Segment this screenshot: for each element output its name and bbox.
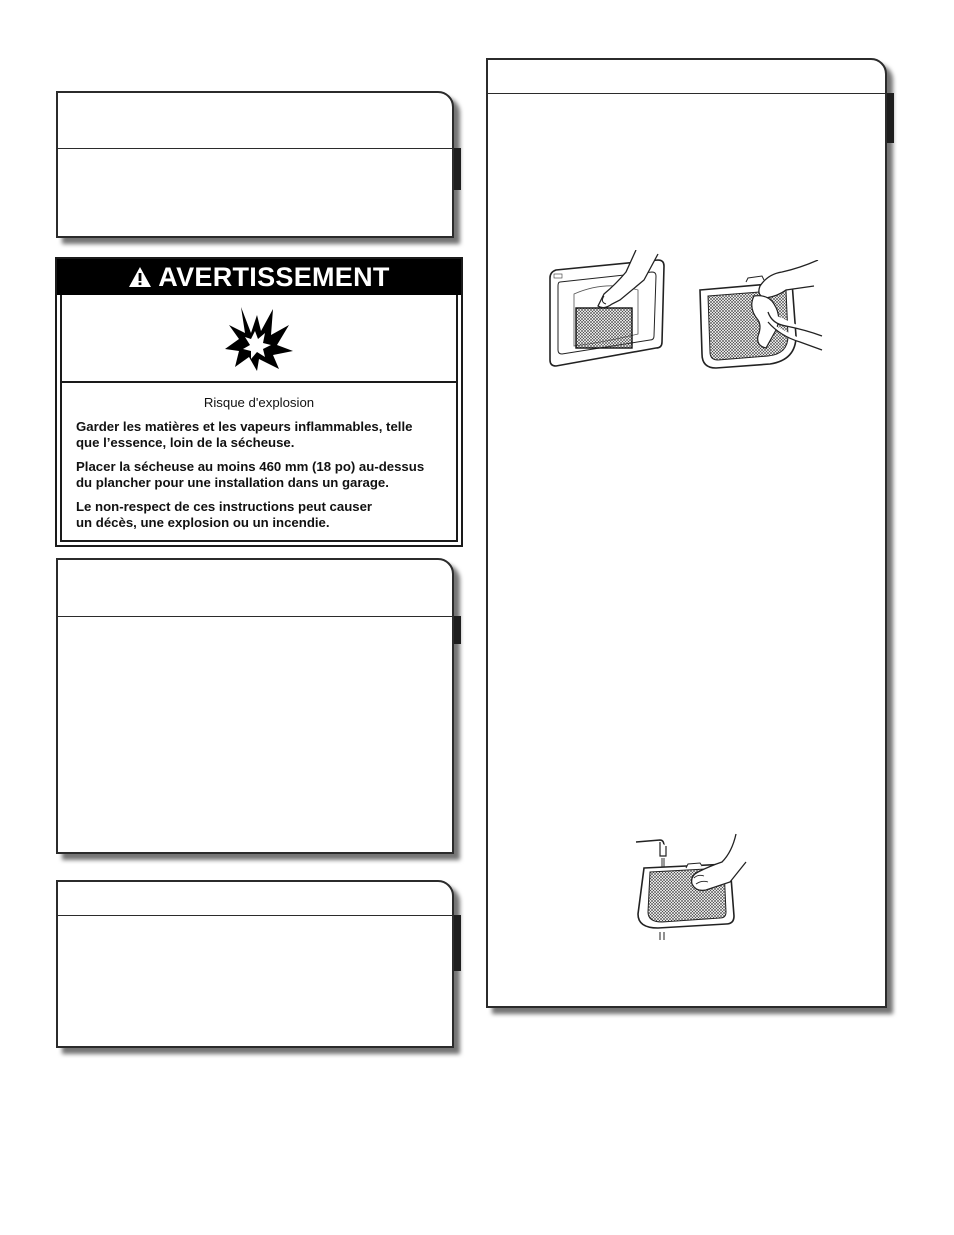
warning-header (57, 259, 461, 295)
section-panel-1 (56, 91, 454, 238)
warning-box (55, 257, 463, 547)
lint-screen-removal-illustration (546, 250, 666, 370)
warning-paragraph-1: Garder les matières et les vapeurs inflammables, telle que l’essence, loin de la sécheuse. (76, 419, 413, 450)
section-panel-3 (56, 880, 454, 1048)
lint-screen-washing-illustration (634, 832, 748, 944)
explosion-icon (223, 305, 295, 371)
explosion-symbol-box (62, 295, 456, 383)
warning-paragraph-3: Le non-respect de ces instructions peut causer un décès, une explosion ou un incendie. (76, 499, 373, 530)
warning-triangle-icon (128, 266, 152, 288)
hazard-label: Risque d'explosion (203, 395, 315, 410)
warning-title: AVERTISSEMENT (158, 261, 390, 292)
section-panel-right (486, 58, 887, 1008)
section-panel-2 (56, 558, 454, 854)
lint-screen-cleaning-illustration (696, 260, 826, 372)
warning-paragraph-2: Placer la sécheuse au moins 460 mm (18 po) au-dessus du plancher pour une installation dans un garage. (76, 459, 425, 490)
